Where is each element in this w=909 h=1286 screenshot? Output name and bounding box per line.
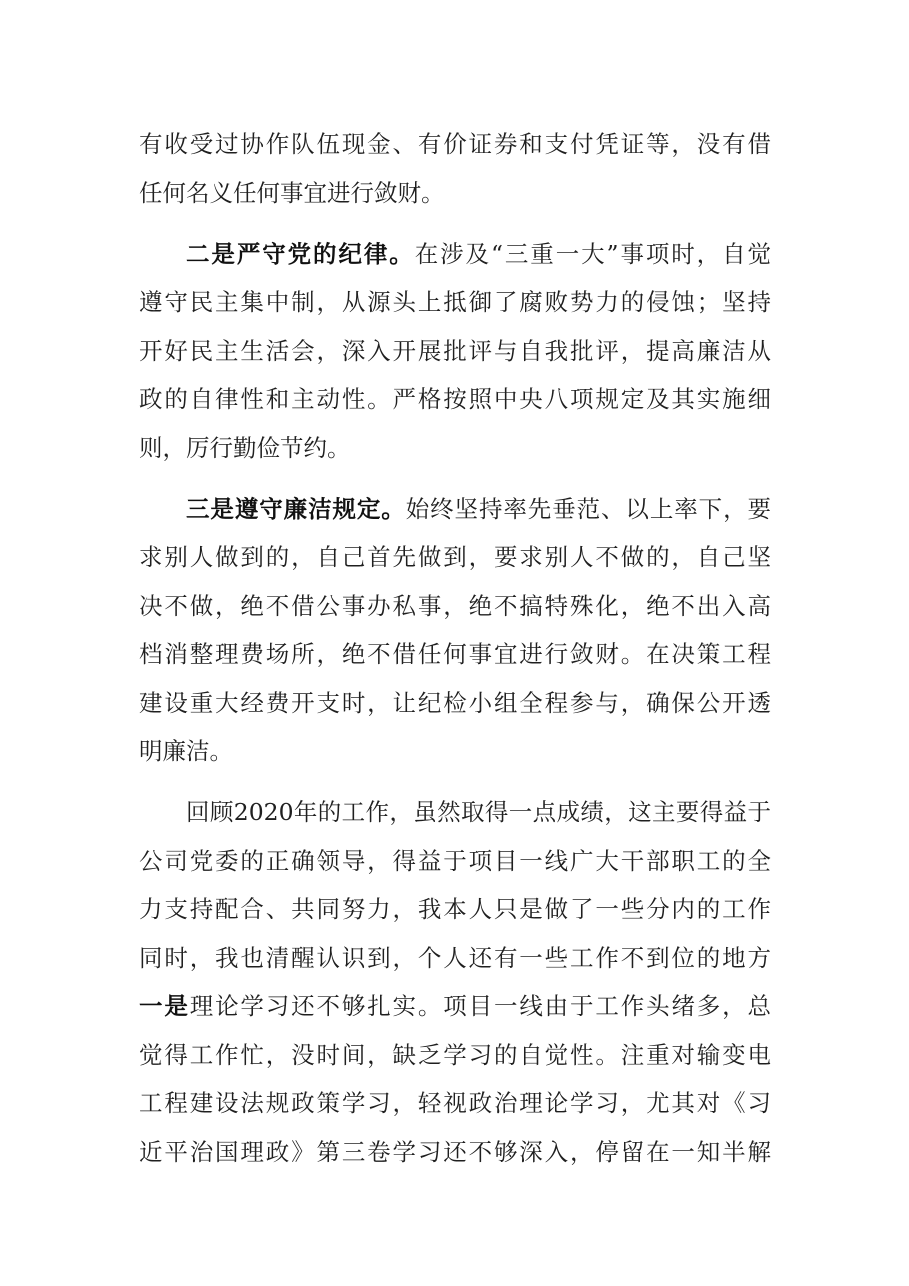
text-line: [139, 1128, 771, 1177]
text-line: [139, 169, 771, 218]
line-text: 档消整理费场所，绝不借任何事宜进行敛财。在决策工程: [139, 640, 771, 668]
text-line: [139, 375, 771, 424]
line-text: 开好民主生活会，深入开展批评与自我批评，提高廉洁从: [139, 336, 771, 365]
paragraph-heading: 三是遵守廉洁规定。: [186, 494, 406, 523]
text-line: [139, 1031, 771, 1080]
line-text: 近平治国理政》第三卷学习还不够深入，停留在一知半解: [139, 1137, 771, 1166]
line-text: 明廉洁。: [139, 737, 233, 765]
line-text: 决不做，绝不借公事办私事，绝不搞特殊化，绝不出入高: [139, 591, 771, 620]
text-line: [139, 230, 771, 279]
text-line: [139, 630, 771, 679]
line-text: 有收受过协作队伍现金、有价证券和支付凭证等，没有借: [139, 130, 771, 158]
paragraph-2: [139, 230, 771, 473]
line-text: 理论学习还不够扎实。项目一线由于工作头绪多，总: [189, 992, 771, 1020]
text-line: [139, 727, 771, 776]
text-line: [139, 982, 771, 1031]
list-marker: 一是: [139, 992, 190, 1020]
text-line: [139, 934, 771, 983]
text-line: [139, 424, 771, 473]
text-line: [139, 679, 771, 728]
text-line: [139, 788, 771, 837]
text-line: [139, 278, 771, 327]
line-text: 公司党委的正确领导，得益于项目一线广大干部职工的全: [139, 846, 771, 875]
line-text: 政的自律性和主动性。严格按照中央八项规定及其实施细: [139, 385, 771, 413]
text-line: [139, 533, 771, 582]
line-text: 任何名义任何事宜进行敛财。: [139, 178, 445, 207]
line-text: 在涉及“三重一大”事项时，自觉: [414, 239, 771, 268]
line-text: 建设重大经费开支时，让纪检小组全程参与，确保公开透: [139, 688, 771, 717]
line-text: 觉得工作忙，没时间，缺乏学习的自觉性。注重对输变电: [139, 1040, 771, 1069]
paragraph-3: [139, 485, 771, 776]
text-line: [139, 327, 771, 376]
paragraph-4: [139, 788, 771, 1176]
paragraph-1: [139, 120, 771, 217]
line-text: 同时，我也清醒认识到，个人还有一些工作不到位的地方: [139, 943, 771, 972]
text-line: [139, 120, 771, 169]
line-text: 力支持配合、共同努力，我本人只是做了一些分内的工作: [139, 895, 771, 923]
line-text: 则，厉行勤俭节约。: [139, 433, 351, 462]
paragraph-heading: 二是严守党的纪律。: [186, 239, 415, 268]
line-text: 工程建设法规政策学习，轻视政治理论学习，尤其对《习: [139, 1089, 771, 1117]
text-line: [139, 485, 771, 534]
text-line: [139, 885, 771, 934]
text-line: [139, 1079, 771, 1128]
line-text: 回顾2020年的工作，虽然取得一点成绩，这主要得益于: [186, 798, 771, 826]
document-body: [139, 120, 771, 1176]
text-line: [139, 582, 771, 631]
line-text: 遵守民主集中制，从源头上抵御了腐败势力的侵蚀；坚持: [139, 288, 771, 316]
line-text: 始终坚持率先垂范、以上率下，要: [405, 494, 771, 523]
line-text: 求别人做到的，自己首先做到，要求别人不做的，自己坚: [139, 543, 771, 571]
text-line: [139, 837, 771, 886]
